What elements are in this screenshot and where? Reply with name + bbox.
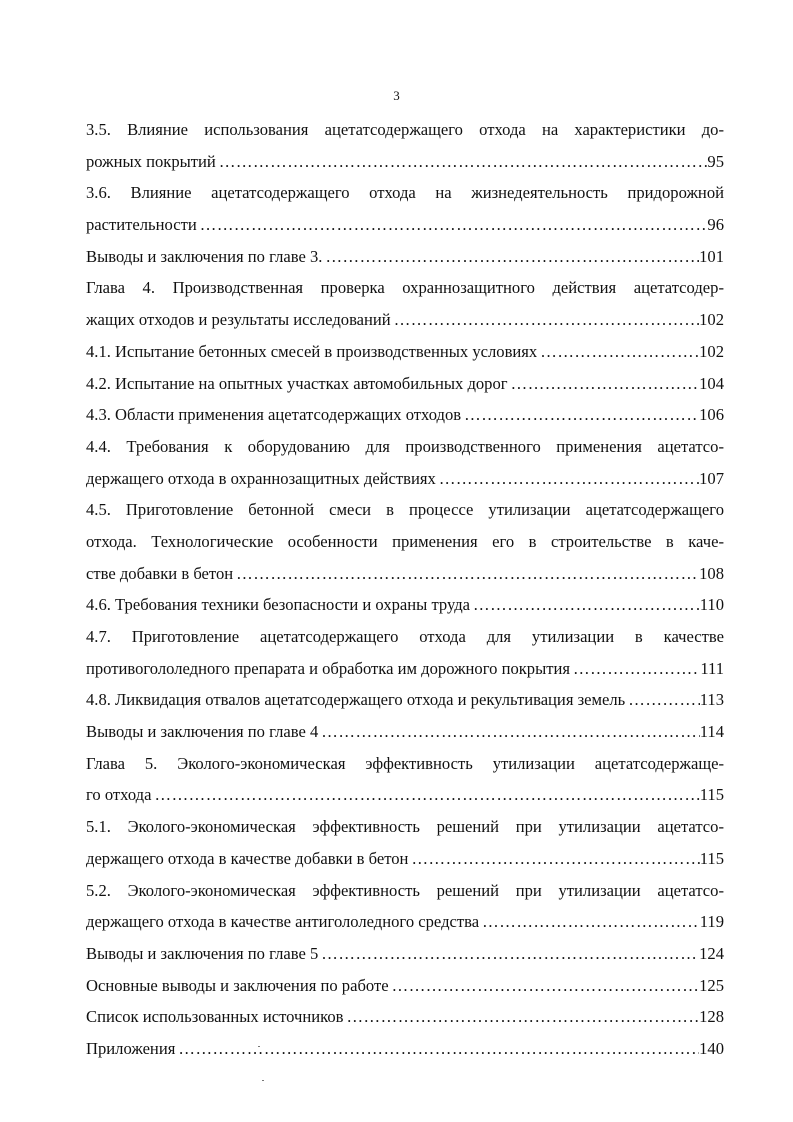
toc-entry-title: жащих отходов и результаты исследований bbox=[86, 310, 391, 330]
toc-entry bbox=[86, 748, 724, 811]
toc-entry-last-line bbox=[86, 970, 724, 1002]
toc-entry-line: 5.1. Эколого-экономическая эффективность решений при утилизации ацетатсо- bbox=[86, 817, 724, 837]
dot-leader bbox=[322, 241, 699, 273]
toc-entry bbox=[86, 241, 724, 273]
toc-page-number: 124 bbox=[699, 943, 724, 963]
page-number: 3 bbox=[393, 88, 400, 103]
toc-entry-last-line bbox=[86, 209, 724, 241]
toc-page-number: 119 bbox=[699, 912, 724, 932]
toc-entry bbox=[86, 970, 724, 1002]
toc-entry-line: 4.7. Приготовление ацетатсодержащего отхода для утилизации в качестве bbox=[86, 627, 724, 646]
toc-entry-last-line bbox=[86, 368, 724, 400]
toc-page-number: 125 bbox=[699, 975, 724, 995]
toc-entry-title: стве добавки в бетон bbox=[86, 563, 234, 583]
toc-entry-last-line bbox=[86, 716, 724, 748]
toc-page-number: 140 bbox=[699, 1038, 724, 1058]
toc-entry-line: Глава 5. Эколого-экономическая эффективность утилизации ацетатсодержаще- bbox=[86, 753, 724, 773]
dot-leader bbox=[470, 589, 700, 621]
toc-entry bbox=[86, 114, 724, 177]
toc-page-number: 107 bbox=[699, 468, 724, 488]
toc-entry-last-line bbox=[86, 399, 724, 431]
toc-entry-line: Глава 4. Производственная проверка охраннозащитного действия ацетатсодер- bbox=[86, 278, 724, 298]
toc-entry-title: держащего отхода в качестве антигололедного средства bbox=[86, 912, 480, 932]
table-of-contents bbox=[86, 114, 724, 1065]
toc-entry-last-line bbox=[86, 653, 724, 685]
toc-entry-title: рожных покрытий bbox=[86, 151, 216, 171]
toc-entry-last-line bbox=[86, 336, 724, 368]
toc-entry bbox=[86, 368, 724, 400]
dot-leader bbox=[408, 843, 699, 875]
toc-entry bbox=[86, 875, 724, 938]
dot-leader bbox=[391, 304, 699, 336]
toc-entry bbox=[86, 938, 724, 970]
toc-entry-title: Выводы и заключения по главе 3. bbox=[86, 246, 323, 266]
toc-page-number: 101 bbox=[699, 246, 724, 266]
toc-entry-last-line bbox=[86, 463, 724, 495]
toc-entry-last-line bbox=[86, 843, 724, 875]
toc-page-number: 113 bbox=[699, 690, 724, 710]
toc-page-number: 115 bbox=[699, 785, 724, 805]
toc-entry-line: 4.4. Требования к оборудованию для производственного применения ацетатсо- bbox=[86, 436, 724, 456]
toc-entry bbox=[86, 177, 724, 240]
toc-entry bbox=[86, 272, 724, 335]
toc-entry-last-line bbox=[86, 779, 724, 811]
toc-entry bbox=[86, 811, 724, 874]
dot-leader bbox=[343, 1001, 699, 1033]
dot-leader bbox=[175, 1033, 699, 1065]
toc-entry-title: 4.8. Ликвидация отвалов ацетатсодержащего отхода и рекультивация земель bbox=[86, 690, 626, 710]
toc-entry-last-line bbox=[86, 684, 724, 716]
toc-page-number: 128 bbox=[699, 1007, 724, 1027]
toc-entry-title: 4.1. Испытание бетонных смесей в производственных условиях bbox=[86, 341, 538, 361]
toc-entry-title: 4.6. Требования техники безопасности и охраны труда bbox=[86, 595, 471, 615]
toc-entry-last-line bbox=[86, 1001, 724, 1033]
dot-leader bbox=[216, 146, 708, 178]
toc-entry-last-line bbox=[86, 558, 724, 590]
toc-entry-title: 4.3. Области применения ацетатсодержащих отходов bbox=[86, 405, 462, 425]
toc-entry-last-line bbox=[86, 589, 724, 621]
dot-leader bbox=[151, 779, 699, 811]
toc-entry-title: растительности bbox=[86, 215, 197, 235]
toc-entry-line: 3.6. Влияние ацетатсодержащего отхода на жизнедеятельность придорожной bbox=[86, 183, 724, 203]
dot-leader bbox=[318, 716, 699, 748]
toc-entry-line: 5.2. Эколого-экономическая эффективность решений при утилизации ацетатсо- bbox=[86, 880, 724, 900]
scan-speck bbox=[262, 1080, 264, 1081]
dot-leader bbox=[537, 336, 699, 368]
toc-entry bbox=[86, 494, 724, 589]
toc-page-number: 106 bbox=[699, 405, 724, 425]
toc-entry bbox=[86, 589, 724, 621]
toc-page-number: 104 bbox=[699, 373, 724, 393]
dot-leader bbox=[461, 399, 699, 431]
toc-page-number: 102 bbox=[699, 341, 724, 361]
toc-entry-last-line bbox=[86, 938, 724, 970]
toc-entry-title: Список использованных источников bbox=[86, 1007, 344, 1027]
toc-entry bbox=[86, 621, 724, 684]
toc-entry-line: 3.5. Влияние использования ацетатсодержащего отхода на характеристики до- bbox=[86, 120, 724, 139]
toc-page-number: 114 bbox=[699, 722, 724, 742]
dot-leader bbox=[625, 684, 699, 716]
dot-leader bbox=[508, 368, 700, 400]
toc-entry-title: Приложения bbox=[86, 1038, 176, 1058]
scan-speck bbox=[258, 1046, 260, 1047]
toc-entry bbox=[86, 431, 724, 494]
toc-entry-last-line bbox=[86, 304, 724, 336]
toc-entry bbox=[86, 399, 724, 431]
dot-leader bbox=[436, 463, 699, 495]
toc-entry-last-line bbox=[86, 241, 724, 273]
toc-entry bbox=[86, 716, 724, 748]
toc-page-number: 111 bbox=[700, 658, 724, 678]
toc-entry-last-line bbox=[86, 146, 724, 178]
toc-entry-title: держащего отхода в качестве добавки в бетон bbox=[86, 848, 409, 868]
toc-entry-title: противогололедного препарата и обработка им дорожного покрытия bbox=[86, 658, 571, 678]
toc-page-number: 115 bbox=[699, 848, 724, 868]
toc-entry bbox=[86, 336, 724, 368]
dot-leader bbox=[570, 653, 700, 685]
toc-page-number: 95 bbox=[707, 151, 724, 171]
toc-entry-last-line bbox=[86, 906, 724, 938]
toc-entry bbox=[86, 1033, 724, 1065]
toc-entry-title: Выводы и заключения по главе 5 bbox=[86, 943, 319, 963]
toc-page-number: 110 bbox=[699, 595, 724, 615]
dot-leader bbox=[318, 938, 699, 970]
toc-page-number: 102 bbox=[699, 310, 724, 330]
toc-entry bbox=[86, 684, 724, 716]
dot-leader bbox=[233, 558, 699, 590]
toc-entry-title: го отхода bbox=[86, 785, 152, 805]
toc-entry-title: 4.2. Испытание на опытных участках автомобильных дорог bbox=[86, 373, 508, 393]
toc-entry-line: отхода. Технологические особенности применения его в строительстве в каче- bbox=[86, 531, 724, 551]
dot-leader bbox=[479, 906, 700, 938]
toc-entry-title: Выводы и заключения по главе 4 bbox=[86, 722, 319, 742]
dot-leader bbox=[197, 209, 708, 241]
toc-entry-title: держащего отхода в охраннозащитных действиях bbox=[86, 468, 436, 488]
toc-entry-line: 4.5. Приготовление бетонной смеси в процессе утилизации ацетатсодержащего bbox=[86, 500, 724, 520]
toc-page-number: 108 bbox=[699, 563, 724, 583]
dot-leader bbox=[389, 970, 700, 1002]
toc-entry bbox=[86, 1001, 724, 1033]
toc-entry-last-line bbox=[86, 1033, 724, 1065]
toc-entry-title: Основные выводы и заключения по работе bbox=[86, 975, 389, 995]
toc-page-number: 96 bbox=[707, 215, 724, 235]
